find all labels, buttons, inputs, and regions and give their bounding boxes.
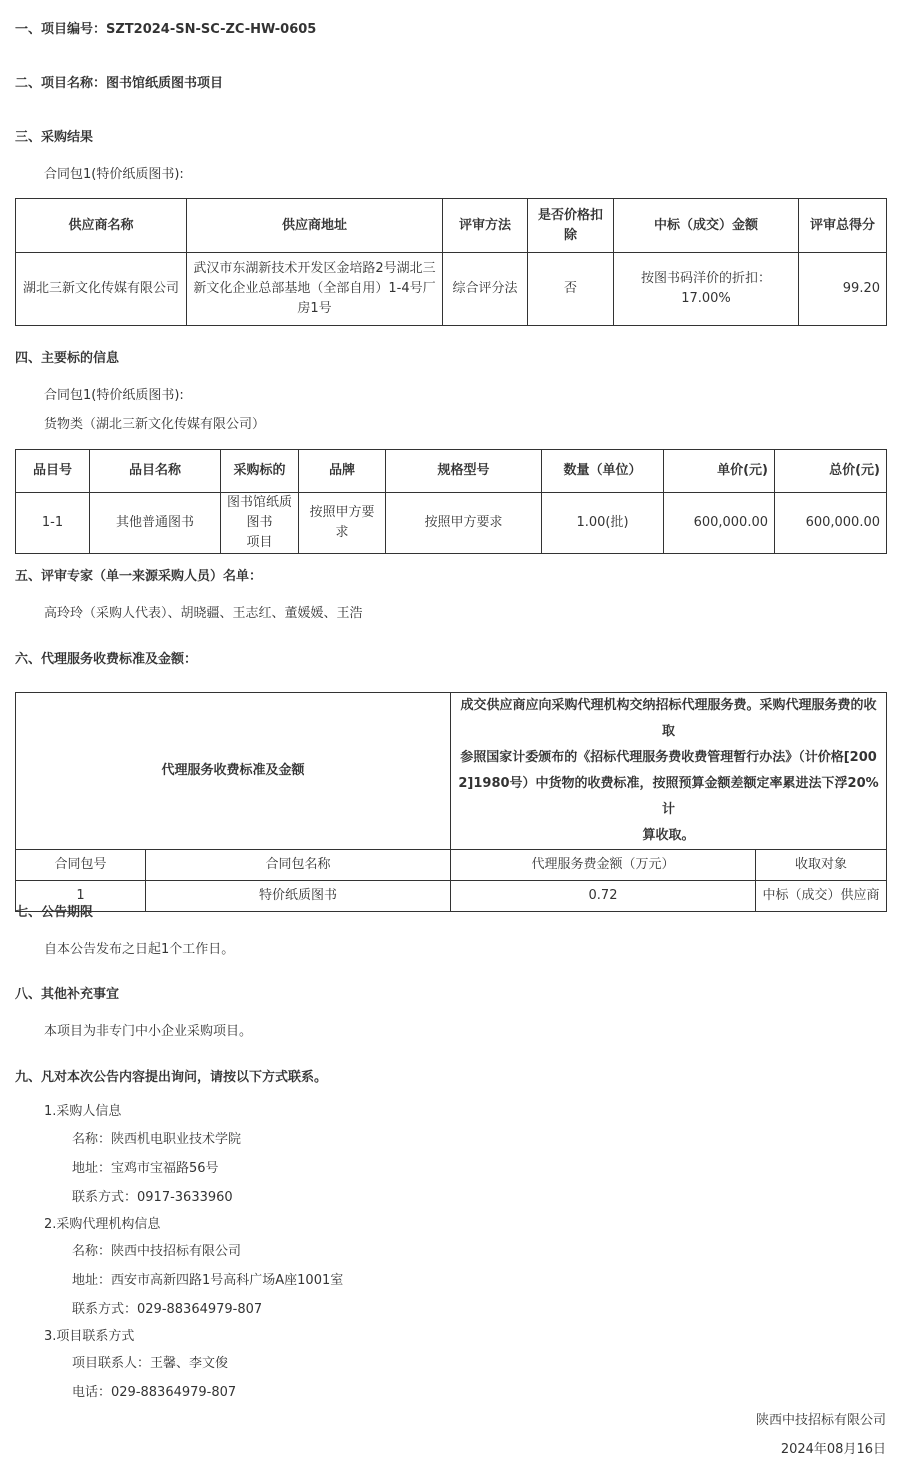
col-quantity: 数量（单位） — [542, 450, 664, 493]
fee-description-line: 算收取。 — [642, 828, 695, 843]
table-row — [16, 493, 887, 554]
result-package-label: 合同包1(特价纸质图书): — [44, 167, 184, 182]
fee-description — [451, 693, 887, 850]
col-package-name: 合同包名称 — [146, 850, 451, 881]
table-row — [16, 253, 887, 326]
unit-price: 600,000.00 — [664, 493, 775, 554]
fee-target: 中标（成交）供应商 — [756, 881, 887, 912]
procurement-object — [221, 493, 299, 554]
main-info-header-row — [16, 450, 887, 493]
agent-info-title: 2.采购代理机构信息 — [44, 1217, 161, 1232]
spec: 按照甲方要求 — [386, 493, 542, 554]
section-main-info-title: 四、主要标的信息 — [15, 351, 120, 366]
supplier-address — [187, 253, 443, 326]
main-info-category: 货物类（湖北三新文化传媒有限公司） — [44, 417, 266, 432]
item-no: 1-1 — [16, 493, 90, 554]
footer-date: 2024年08月16日 — [780, 1442, 886, 1457]
footer-company: 陕西中技招标有限公司 — [755, 1413, 886, 1428]
section-fee-title: 六、代理服务收费标准及金额： — [15, 652, 198, 667]
section-result-title: 三、采购结果 — [15, 130, 94, 145]
fee-description-line: 2]1980号）中货物的收费标准，按照预算金额差额定率累进法下浮20%计 — [458, 776, 879, 817]
section-contact-title: 九、凡对本次公告内容提出询问，请按以下方式联系。 — [15, 1070, 328, 1085]
brand-line: 按照甲方要 — [309, 505, 375, 520]
col-unit-price: 单价(元) — [664, 450, 775, 493]
total-score: 99.20 — [799, 253, 887, 326]
main-info-package-label: 合同包1(特价纸质图书): — [44, 388, 184, 403]
award-amount: 按图书码洋价的折扣：17.00% — [614, 253, 799, 326]
main-info-table — [15, 449, 887, 554]
col-item-name: 品目名称 — [90, 450, 221, 493]
quantity: 1.00(批) — [542, 493, 664, 554]
procurement-object-line: 项目 — [246, 535, 273, 550]
agent-name: 名称：陕西中技招标有限公司 — [72, 1244, 242, 1259]
buyer-name: 名称：陕西机电职业技术学院 — [72, 1132, 242, 1147]
package-name: 特价纸质图书 — [146, 881, 451, 912]
col-price-deduct: 是否价格扣除 — [528, 199, 614, 253]
col-package-no: 合同包号 — [16, 850, 146, 881]
fee-table — [15, 692, 887, 912]
table-row — [16, 881, 887, 912]
section-period-title: 七、公告期限 — [15, 905, 94, 920]
other-text: 本项目为非专门中小企业采购项目。 — [44, 1024, 253, 1039]
total-price: 600,000.00 — [775, 493, 887, 554]
col-supplier-address: 供应商地址 — [187, 199, 443, 253]
col-total-price: 总价(元) — [775, 450, 887, 493]
buyer-info-title: 1.采购人信息 — [44, 1104, 122, 1119]
col-supplier-name: 供应商名称 — [16, 199, 187, 253]
result-table — [15, 198, 887, 326]
address-line: 武汉市东湖新技术开发区金培路2号湖北三 — [193, 261, 436, 276]
col-total-score: 评审总得分 — [799, 199, 887, 253]
col-spec: 规格型号 — [386, 450, 542, 493]
col-award-amount: 中标（成交）金额 — [614, 199, 799, 253]
agent-address: 地址：西安市高新四路1号高科广场A座1001室 — [72, 1273, 344, 1288]
buyer-address: 地址：宝鸡市宝福路56号 — [72, 1161, 219, 1176]
price-deduct: 否 — [528, 253, 614, 326]
col-item-no: 品目号 — [16, 450, 90, 493]
package-no: 1 — [16, 881, 146, 912]
fee-amount: 0.72 — [451, 881, 756, 912]
buyer-phone: 联系方式：0917-3633960 — [72, 1190, 233, 1205]
brand — [299, 493, 386, 554]
section-project-name: 二、项目名称：图书馆纸质图书项目 — [15, 76, 224, 91]
col-fee-target: 收取对象 — [756, 850, 887, 881]
project-contact-phone: 电话：029-88364979-807 — [72, 1385, 237, 1400]
col-procurement-object: 采购标的 — [221, 450, 299, 493]
period-text: 自本公告发布之日起1个工作日。 — [44, 942, 235, 957]
fee-header-row — [16, 850, 887, 881]
fee-label: 代理服务收费标准及金额 — [16, 693, 451, 850]
col-fee-amount: 代理服务费金额（万元） — [451, 850, 756, 881]
section-experts-title: 五、评审专家（单一来源采购人员）名单： — [15, 569, 263, 584]
col-review-method: 评审方法 — [443, 199, 528, 253]
agent-phone: 联系方式：029-88364979-807 — [72, 1302, 263, 1317]
supplier-name: 湖北三新文化传媒有限公司 — [16, 253, 187, 326]
fee-description-line: 成交供应商应向采购代理机构交纳招标代理服务费。采购代理服务费的收取 — [460, 698, 877, 739]
project-contact-title: 3.项目联系方式 — [44, 1329, 135, 1344]
fee-standard-row — [16, 693, 887, 850]
item-name: 其他普通图书 — [90, 493, 221, 554]
experts-list: 高玲玲（采购人代表）、胡晓疆、王志红、董媛媛、王浩 — [44, 606, 363, 621]
address-line: 房1号 — [297, 301, 332, 316]
review-method: 综合评分法 — [443, 253, 528, 326]
result-header-row — [16, 199, 887, 253]
section-project-number: 一、项目编号：SZT2024-SN-SC-ZC-HW-0605 — [15, 22, 317, 37]
project-contact-person: 项目联系人：王馨、李文俊 — [72, 1356, 229, 1371]
address-line: 新文化企业总部基地（全部自用）1-4号厂 — [193, 281, 436, 296]
brand-line: 求 — [335, 525, 349, 540]
section-other-title: 八、其他补充事宜 — [15, 987, 120, 1002]
fee-description-line: 参照国家计委颁布的《招标代理服务费收费管理暂行办法》（计价格[200 — [460, 750, 877, 765]
procurement-object-line: 图书馆纸质图书 — [227, 495, 293, 530]
col-brand: 品牌 — [299, 450, 386, 493]
